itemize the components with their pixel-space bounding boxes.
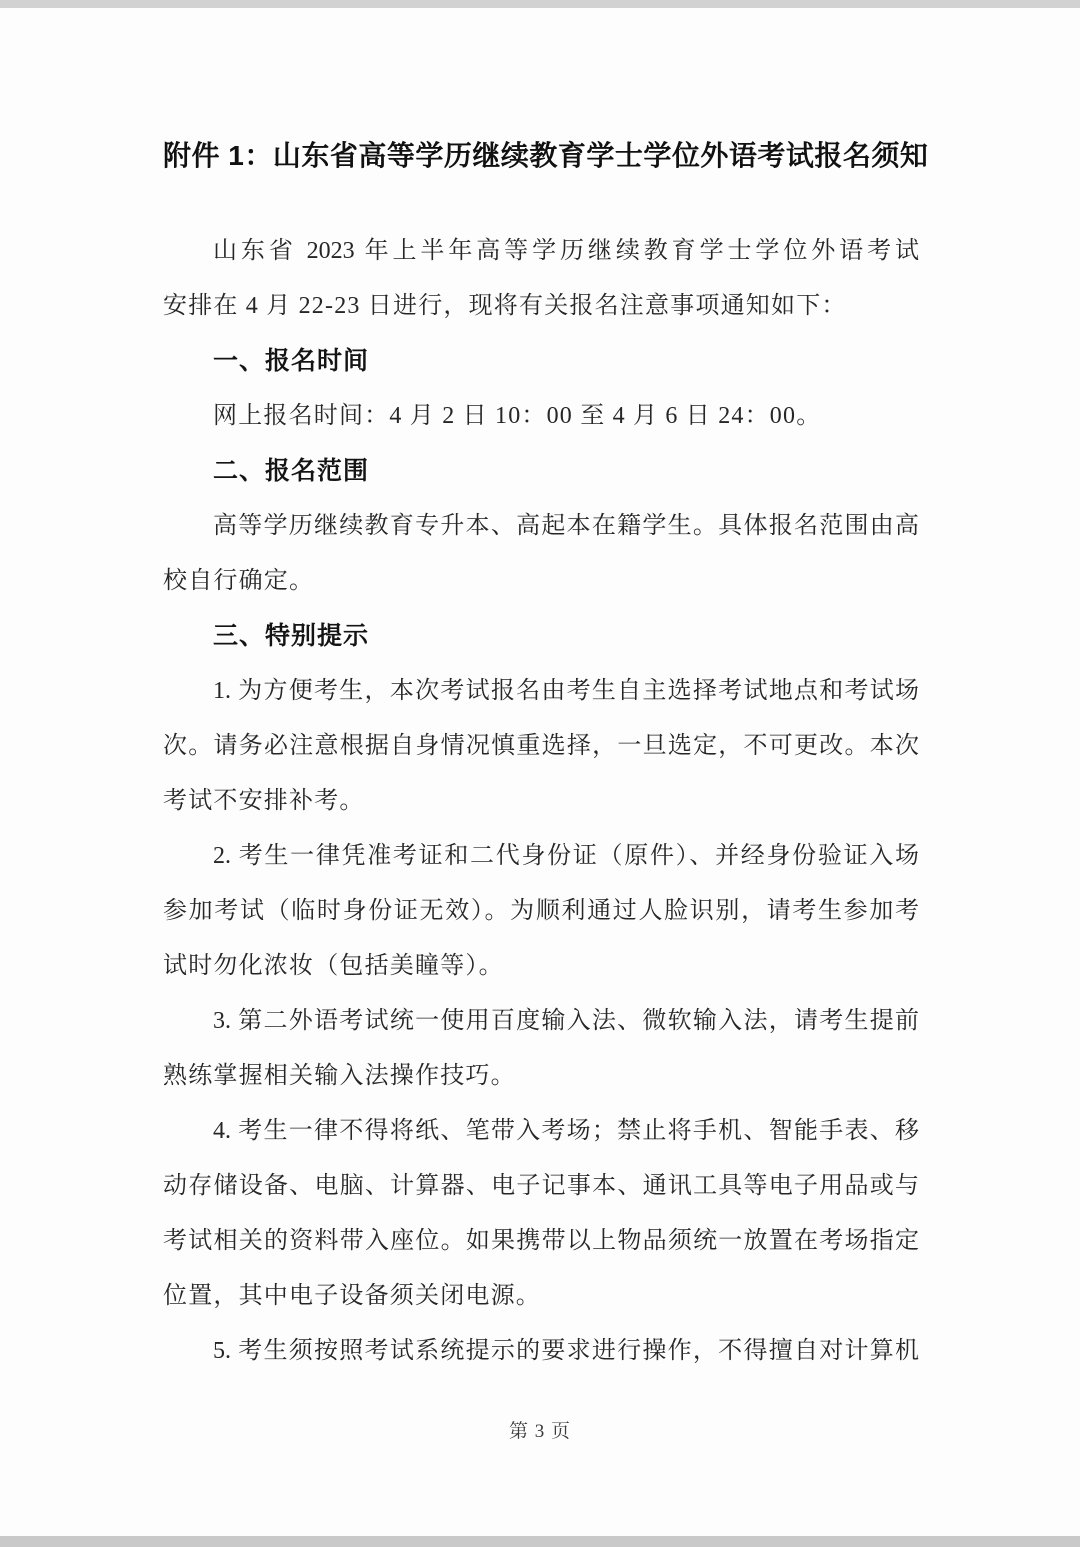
document-title: 附件 1：山东省高等学历继续教育学士学位外语考试报名须知 [163,140,929,171]
text-line: 3. 第二外语考试统一使用百度输入法、微软输入法，请考生提前 [213,1008,919,1034]
section-heading: 二、报名范围 [213,457,370,485]
text-line: 考试相关的资料带入座位。如果携带以上物品须统一放置在考场指定 [163,1228,919,1254]
text-line: 参加考试（临时身份证无效）。为顺利通过人脸识别，请考生参加考 [163,898,919,924]
text-line: 校自行确定。 [163,568,315,594]
text-line: 试时勿化浓妆（包括美瞳等）。 [163,953,504,979]
section-heading: 一、报名时间 [213,347,370,375]
text-line: 位置，其中电子设备须关闭电源。 [163,1283,541,1309]
text-line: 山东省 2023 年上半年高等学历继续教育学士学位外语考试 [213,238,919,264]
text-line: 1. 为方便考生，本次考试报名由考生自主选择考试地点和考试场 [213,678,919,704]
text-line: 高等学历继续教育专升本、高起本在籍学生。具体报名范围由高 [213,513,919,539]
text-line: 次。请务必注意根据自身情况慎重选择，一旦选定，不可更改。本次 [163,733,919,759]
text-line: 网上报名时间：4 月 2 日 10：00 至 4 月 6 日 24：00。 [213,403,822,429]
document-lines [163,224,919,1379]
section-heading: 三、特别提示 [213,622,370,650]
top-edge-bar [0,0,1080,8]
text-line: 2. 考生一律凭准考证和二代身份证（原件）、并经身份验证入场 [213,843,919,869]
document-body [163,128,929,1379]
text-line: 考试不安排补考。 [163,788,365,814]
text-line: 动存储设备、电脑、计算器、电子记事本、通讯工具等电子用品或与 [163,1173,919,1199]
text-line: 安排在 4 月 22-23 日进行，现将有关报名注意事项通知如下： [163,293,847,319]
text-line: 5. 考生须按照考试系统提示的要求进行操作，不得擅自对计算机 [213,1338,919,1364]
bottom-edge-bar [0,1536,1080,1547]
text-line: 4. 考生一律不得将纸、笔带入考场；禁止将手机、智能手表、移 [213,1118,919,1144]
text-line: 熟练掌握相关输入法操作技巧。 [163,1063,516,1089]
page-number: 第 3 页 [508,1421,571,1442]
